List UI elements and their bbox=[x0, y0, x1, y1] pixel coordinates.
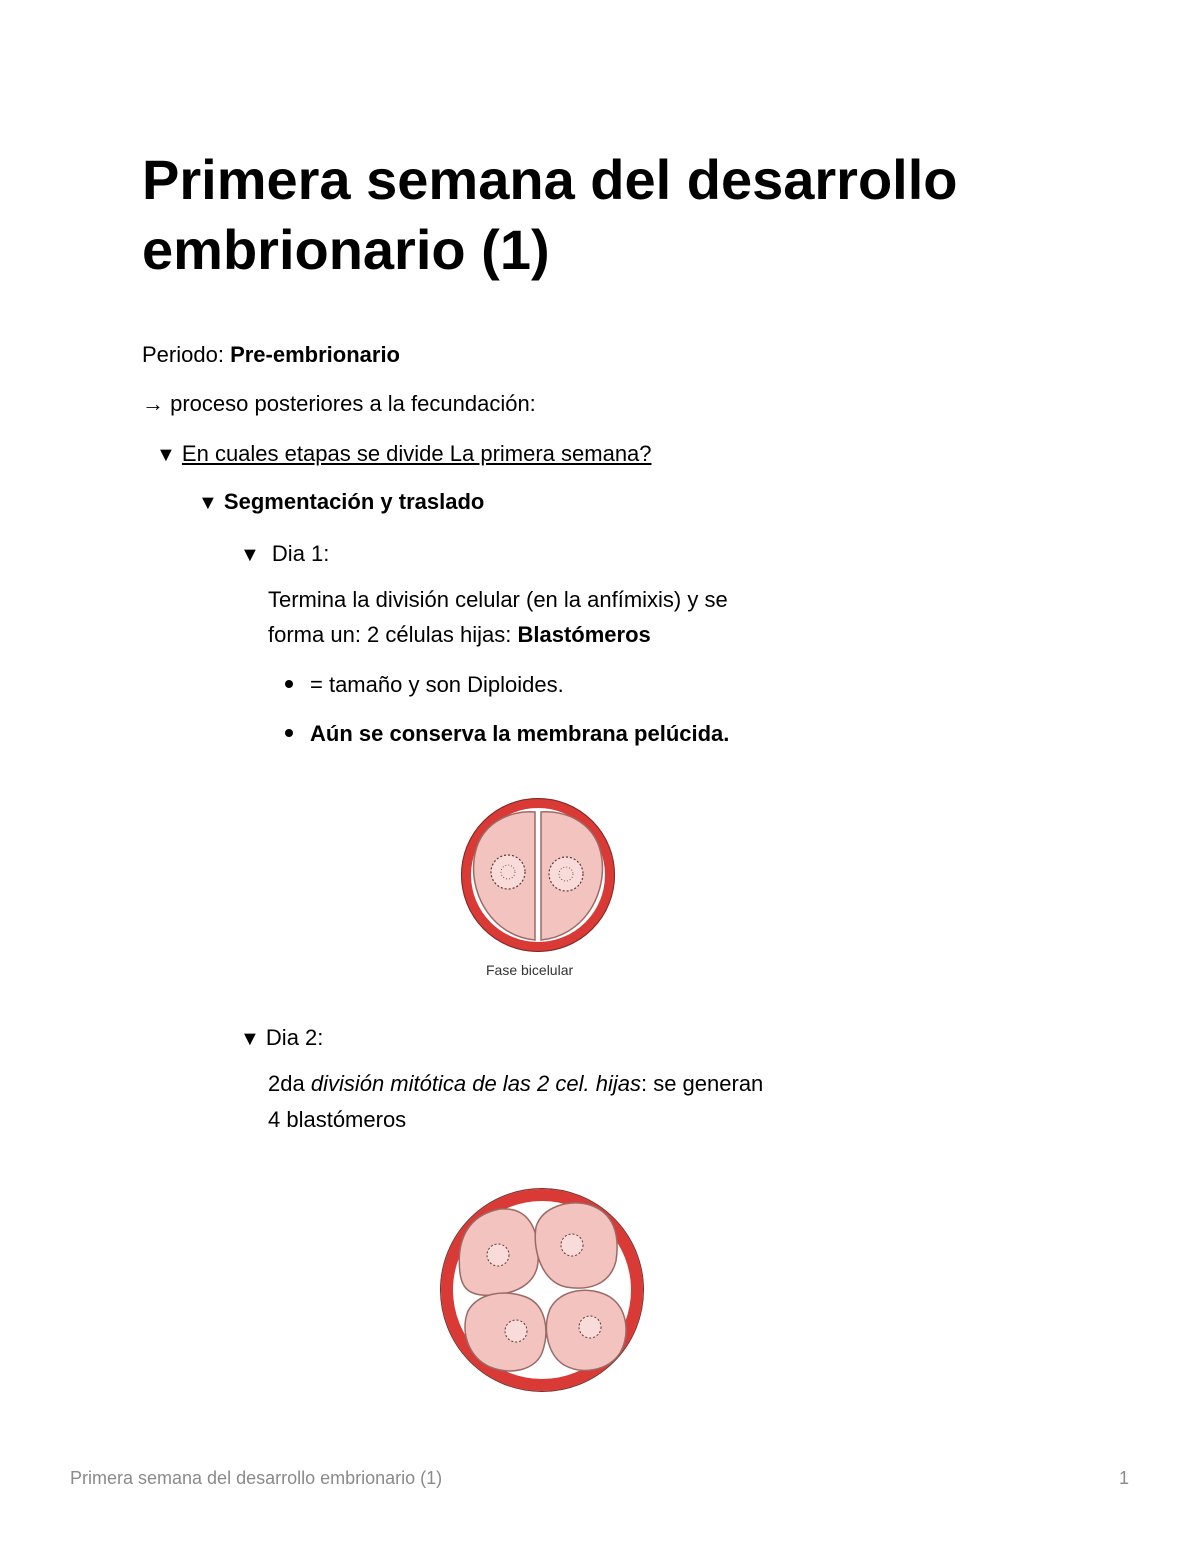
nucleus-left bbox=[491, 855, 525, 889]
bicellular-embryo-figure bbox=[458, 798, 618, 953]
bullet-dot-icon bbox=[285, 729, 293, 737]
triangle-down-icon[interactable]: ▼ bbox=[198, 492, 218, 514]
periodo-label: Periodo: bbox=[142, 342, 231, 367]
toggle-question-text: En cuales etapas se divide La primera semana? bbox=[181, 441, 652, 466]
dia-2-text-line-1 bbox=[268, 1071, 763, 1097]
dia-1-bullet-1: = tamaño y son Diploides. bbox=[310, 672, 564, 697]
toggle-dia-2[interactable] bbox=[240, 1025, 323, 1052]
toggle-dia-1[interactable] bbox=[240, 541, 329, 568]
dia-1-label: Dia 1: bbox=[271, 541, 330, 566]
proceso-line bbox=[142, 391, 536, 417]
toggle-segmentacion[interactable] bbox=[198, 489, 484, 516]
footer-doc-title: Primera semana del desarrollo embrionario (1) bbox=[70, 1468, 443, 1488]
toggle-segmentacion-text: Segmentación y traslado bbox=[223, 489, 485, 514]
dia-2-text-c: : se generan bbox=[640, 1071, 764, 1096]
dia-2-text-line-2: 4 blastómeros bbox=[268, 1107, 407, 1132]
triangle-down-icon[interactable]: ▼ bbox=[156, 444, 176, 466]
proceso-text: proceso posteriores a la fecundación: bbox=[170, 391, 536, 416]
periodo-line bbox=[142, 342, 400, 368]
dia-1-text-line-2a: forma un: 2 células hijas: bbox=[268, 622, 518, 647]
dia-1-bullet-2: Aún se conserva la membrana pelúcida. bbox=[310, 721, 730, 746]
figure-caption: Fase bicelular bbox=[486, 962, 574, 978]
dia-1-text-line-2 bbox=[268, 622, 651, 648]
footer-page-number: 1 bbox=[1119, 1468, 1130, 1488]
toggle-question[interactable] bbox=[156, 441, 652, 468]
blastomeros-term: Blastómeros bbox=[517, 622, 651, 647]
nucleus-right bbox=[549, 857, 583, 891]
periodo-value: Pre-embrionario bbox=[230, 342, 400, 367]
dia-2-text-italic: división mitótica de las 2 cel. hijas bbox=[310, 1071, 641, 1096]
dia-2-text-a: 2da bbox=[268, 1071, 311, 1096]
dia-1-text-line-1: Termina la división celular (en la anfímixis) y se bbox=[268, 587, 728, 612]
right-arrow-icon: → bbox=[142, 391, 164, 416]
four-cell-embryo-figure bbox=[438, 1185, 646, 1395]
page-title-line-2: embrionario (1) bbox=[142, 218, 550, 281]
page-title-line-1: Primera semana del desarrollo bbox=[142, 148, 958, 211]
triangle-down-icon[interactable]: ▼ bbox=[240, 544, 260, 566]
bullet-dot-icon bbox=[285, 680, 293, 688]
dia-2-label: Dia 2: bbox=[265, 1025, 324, 1050]
triangle-down-icon[interactable]: ▼ bbox=[240, 1028, 260, 1050]
